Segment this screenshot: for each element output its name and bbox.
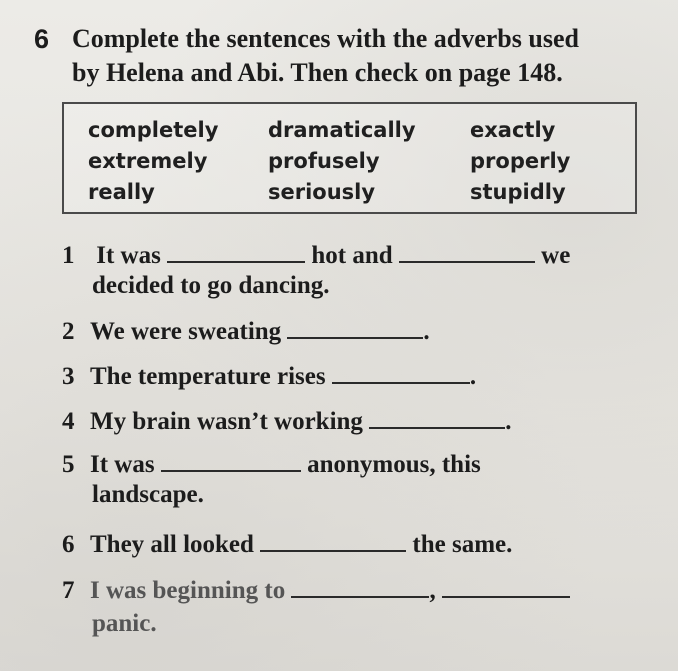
word-completely: completely [88,118,219,142]
sentence-text: The temperature rises [90,363,326,390]
sentence-text: My brain wasn’t working [90,408,363,435]
word-stupidly: stupidly [470,180,566,204]
sentence-text: the same. [412,531,513,558]
sentence-text: hot and [311,242,393,269]
sentence-2 [62,315,430,348]
sentence-3 [62,360,476,393]
sentence-number: 7 [62,577,75,604]
word-seriously: seriously [268,180,376,204]
word-properly: properly [470,149,571,173]
sentence-separator: , [429,577,436,604]
word-extremely: extremely [88,149,208,173]
sentence-number: 4 [62,408,75,435]
sentence-6 [62,528,512,561]
sentence-number: 2 [62,318,75,345]
word-dramatically: dramatically [268,118,416,142]
answer-blank[interactable] [332,360,470,384]
sentence-number: 6 [62,531,75,558]
answer-blank[interactable] [291,574,429,598]
sentence-text: It was [90,451,155,478]
sentence-5-continuation: landscape. [92,481,204,508]
answer-blank[interactable] [287,315,423,339]
sentence-1 [62,239,570,272]
sentence-text: anonymous, this [307,451,481,478]
sentence-text: I was beginning to [90,577,286,604]
answer-blank[interactable] [167,239,305,263]
sentence-7-continuation: panic. [92,610,157,637]
sentence-text: It was [96,242,161,269]
sentence-text: They all looked [90,531,254,558]
instruction-line-2: by Helena and Abi. Then check on page 148. [72,58,563,87]
adverb-word-box [62,102,637,214]
word-profusely: profusely [268,149,380,173]
sentence-7 [62,574,570,607]
sentence-number: 1 [62,242,75,269]
sentence-end: . [469,363,477,390]
answer-blank[interactable] [399,239,535,263]
sentence-end: . [505,408,512,435]
answer-blank[interactable] [369,405,505,429]
sentence-4 [62,405,511,438]
sentence-number: 5 [62,451,75,478]
answer-blank[interactable] [260,528,406,552]
exercise-instruction [72,22,642,90]
instruction-line-1: Complete the sentences with the adverbs used [72,24,579,53]
sentence-5 [62,448,481,481]
answer-blank[interactable] [161,448,301,472]
sentence-1-continuation: decided to go dancing. [92,272,330,299]
word-really: really [88,180,155,204]
sentence-end: . [423,318,430,345]
sentence-number: 3 [62,363,75,390]
sentence-text: We were sweating [90,318,282,345]
word-exactly: exactly [470,118,556,142]
exercise-number: 6 [34,24,50,54]
sentence-text: we [541,242,571,269]
answer-blank[interactable] [442,574,570,598]
